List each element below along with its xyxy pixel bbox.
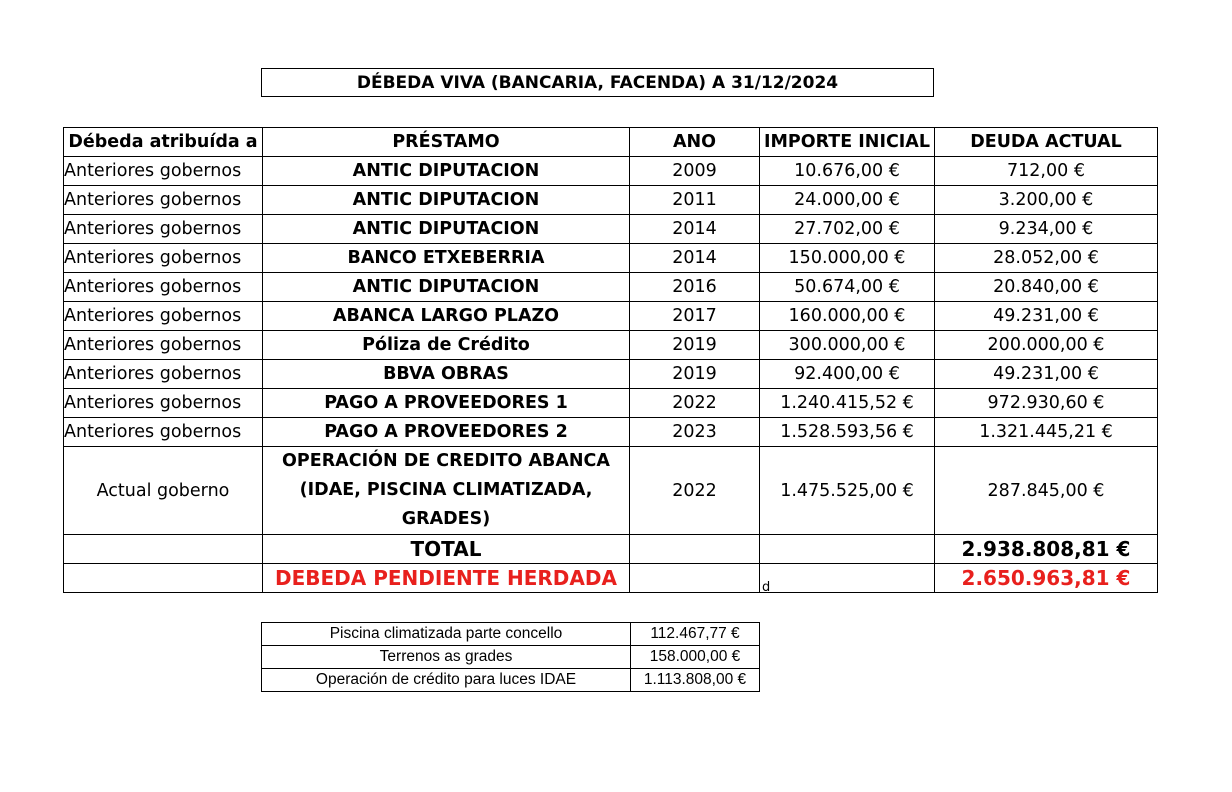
loan-cell: PAGO A PROVEEDORES 2 — [263, 418, 630, 447]
attribution-cell: Anteriores gobernos — [64, 302, 263, 331]
initial-amount-cell: 27.702,00 € — [760, 215, 935, 244]
total-label: TOTAL — [263, 535, 630, 564]
table-row — [64, 418, 1158, 447]
loan-cell: BBVA OBRAS — [263, 360, 630, 389]
empty-cell — [760, 535, 935, 564]
debt-table — [63, 127, 1158, 593]
loan-cell: ANTIC DIPUTACION — [263, 273, 630, 302]
header-loan: PRÉSTAMO — [263, 128, 630, 157]
loan-cell: ANTIC DIPUTACION — [263, 157, 630, 186]
current-debt-cell: 3.200,00 € — [935, 186, 1158, 215]
table-row — [64, 244, 1158, 273]
initial-amount-cell: 92.400,00 € — [760, 360, 935, 389]
current-debt-cell: 28.052,00 € — [935, 244, 1158, 273]
header-attribution: Débeda atribuída a — [64, 128, 263, 157]
stray-text: d — [762, 580, 771, 595]
year-cell: 2014 — [630, 215, 760, 244]
attribution-cell: Actual goberno — [64, 447, 263, 535]
loan-cell: Póliza de Crédito — [263, 331, 630, 360]
empty-cell — [64, 535, 263, 564]
table-row — [64, 215, 1158, 244]
current-debt-cell: 9.234,00 € — [935, 215, 1158, 244]
table-row — [64, 389, 1158, 418]
current-debt-cell: 49.231,00 € — [935, 360, 1158, 389]
breakdown-value: 1.113.808,00 € — [631, 669, 760, 692]
loan-line-1: OPERACIÓN DE CREDITO ABANCA — [282, 451, 610, 471]
table-row — [64, 273, 1158, 302]
breakdown-value: 158.000,00 € — [631, 646, 760, 669]
empty-cell — [64, 564, 263, 593]
total-value: 2.938.808,81 € — [935, 535, 1158, 564]
breakdown-label: Terrenos as grades — [262, 646, 631, 669]
empty-cell — [760, 564, 935, 593]
initial-amount-cell: 300.000,00 € — [760, 331, 935, 360]
page-title: DÉBEDA VIVA (BANCARIA, FACENDA) A 31/12/2024 — [261, 68, 934, 97]
current-debt-cell: 712,00 € — [935, 157, 1158, 186]
header-current-debt: DEUDA ACTUAL — [935, 128, 1158, 157]
year-cell: 2022 — [630, 389, 760, 418]
initial-amount-cell: 24.000,00 € — [760, 186, 935, 215]
attribution-cell: Anteriores gobernos — [64, 331, 263, 360]
attribution-cell: Anteriores gobernos — [64, 389, 263, 418]
loan-line-2: (IDAE, PISCINA CLIMATIZADA, GRADES) — [299, 480, 593, 529]
breakdown-row — [262, 669, 760, 692]
header-initial-amount: IMPORTE INICIAL — [760, 128, 935, 157]
total-row — [64, 535, 1158, 564]
current-debt-cell: 20.840,00 € — [935, 273, 1158, 302]
table-row — [64, 302, 1158, 331]
table-row — [64, 331, 1158, 360]
initial-amount-cell: 10.676,00 € — [760, 157, 935, 186]
current-government-row — [64, 447, 1158, 535]
breakdown-label: Operación de crédito para luces IDAE — [262, 669, 631, 692]
initial-amount-cell: 150.000,00 € — [760, 244, 935, 273]
attribution-cell: Anteriores gobernos — [64, 244, 263, 273]
current-debt-cell: 287.845,00 € — [935, 447, 1158, 535]
loan-cell: BANCO ETXEBERRIA — [263, 244, 630, 273]
pending-label: DEBEDA PENDIENTE HERDADA — [263, 564, 630, 593]
header-row — [64, 128, 1158, 157]
table-row — [64, 157, 1158, 186]
attribution-cell: Anteriores gobernos — [64, 157, 263, 186]
year-cell: 2011 — [630, 186, 760, 215]
attribution-cell: Anteriores gobernos — [64, 360, 263, 389]
year-cell: 2009 — [630, 157, 760, 186]
empty-cell — [630, 564, 760, 593]
empty-cell — [630, 535, 760, 564]
loan-cell: ANTIC DIPUTACION — [263, 186, 630, 215]
loan-cell — [263, 447, 630, 535]
year-cell: 2023 — [630, 418, 760, 447]
initial-amount-cell: 160.000,00 € — [760, 302, 935, 331]
initial-amount-cell: 1.475.525,00 € — [760, 447, 935, 535]
pending-value: 2.650.963,81 € — [935, 564, 1158, 593]
initial-amount-cell: 50.674,00 € — [760, 273, 935, 302]
breakdown-table — [261, 622, 760, 692]
attribution-cell: Anteriores gobernos — [64, 215, 263, 244]
loan-cell: ABANCA LARGO PLAZO — [263, 302, 630, 331]
year-cell: 2014 — [630, 244, 760, 273]
breakdown-row — [262, 646, 760, 669]
attribution-cell: Anteriores gobernos — [64, 273, 263, 302]
year-cell: 2019 — [630, 331, 760, 360]
year-cell: 2016 — [630, 273, 760, 302]
year-cell: 2019 — [630, 360, 760, 389]
current-debt-cell: 1.321.445,21 € — [935, 418, 1158, 447]
year-cell: 2022 — [630, 447, 760, 535]
attribution-cell: Anteriores gobernos — [64, 186, 263, 215]
year-cell: 2017 — [630, 302, 760, 331]
current-debt-cell: 49.231,00 € — [935, 302, 1158, 331]
pending-row — [64, 564, 1158, 593]
table-row — [64, 186, 1158, 215]
breakdown-row — [262, 623, 760, 646]
current-debt-cell: 972.930,60 € — [935, 389, 1158, 418]
current-debt-cell: 200.000,00 € — [935, 331, 1158, 360]
loan-cell: ANTIC DIPUTACION — [263, 215, 630, 244]
initial-amount-cell: 1.240.415,52 € — [760, 389, 935, 418]
breakdown-value: 112.467,77 € — [631, 623, 760, 646]
table-row — [64, 360, 1158, 389]
attribution-cell: Anteriores gobernos — [64, 418, 263, 447]
header-year: ANO — [630, 128, 760, 157]
loan-cell: PAGO A PROVEEDORES 1 — [263, 389, 630, 418]
breakdown-label: Piscina climatizada parte concello — [262, 623, 631, 646]
initial-amount-cell: 1.528.593,56 € — [760, 418, 935, 447]
